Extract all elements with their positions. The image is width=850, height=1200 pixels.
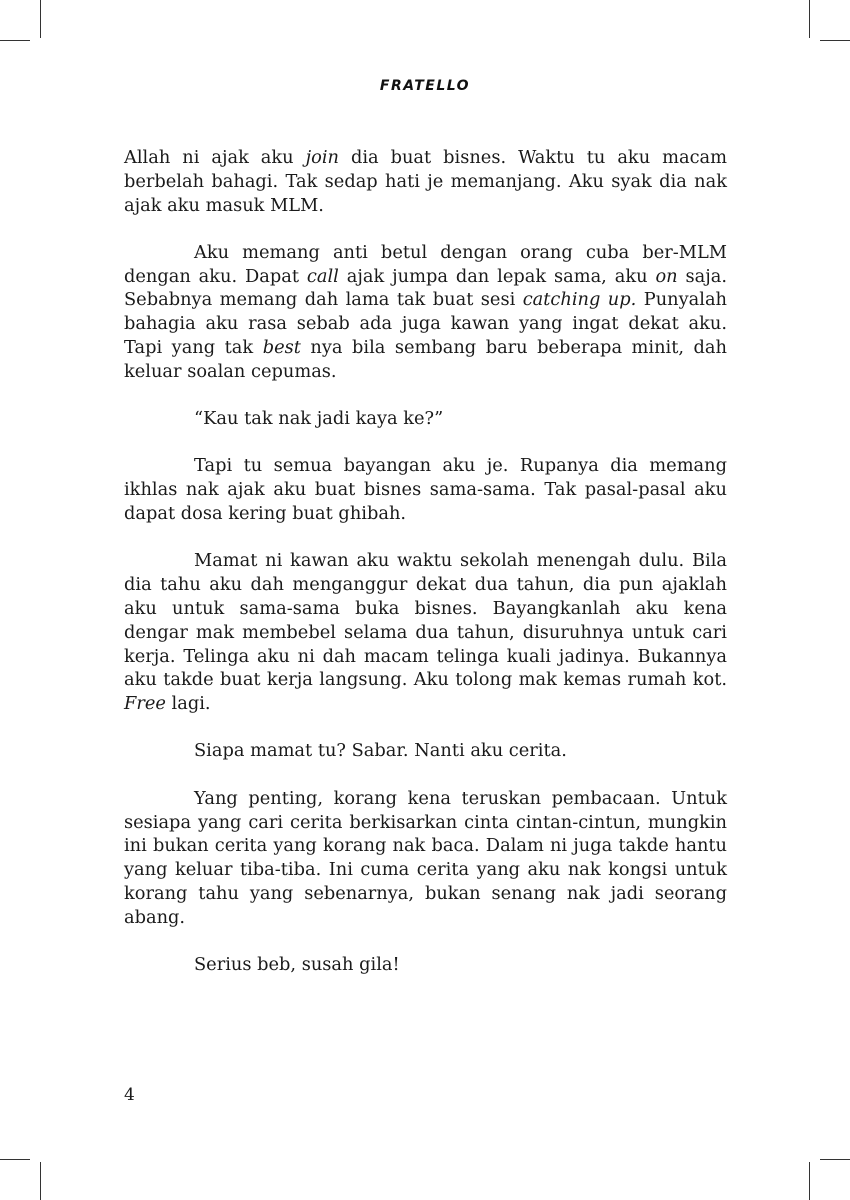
running-head: FRATELLO — [379, 78, 471, 94]
paragraph — [124, 241, 727, 384]
paragraph — [124, 146, 727, 217]
text-run: Siapa mamat tu? Sabar. Nanti aku cerita. — [194, 740, 567, 762]
text-run: “Kau tak nak jadi kaya ke?” — [194, 408, 444, 430]
paragraph — [124, 407, 727, 431]
crop-mark-bottom-left-horizontal — [0, 1159, 30, 1160]
italic-text: Free — [124, 693, 166, 715]
text-run: Yang penting, korang kena teruskan pembacaan. Untuk sesiapa yang cari cerita berkisarkan cinta cintan-cintun, mungkin ini bukan cerita yang korang nak baca. Dalam ni juga takde hantu yang keluar tiba-tiba. Ini cuma cerita yang aku nak kongsi untuk korang tahu yang sebenarnya, bukan senang nak jadi seorang abang. — [124, 787, 727, 928]
paragraph — [124, 454, 727, 525]
paragraph — [124, 549, 727, 716]
italic-text: catching up. — [522, 289, 637, 311]
text-run: Serius beb, susah gila! — [194, 954, 400, 976]
text-run: Mamat ni kawan aku waktu sekolah menengah dulu. Bila dia tahu aku dah menganggur dekat dua tahun, dia pun ajaklah aku untuk sama-sama buka bisnes. Bayangkanlah aku kena dengar mak membebel selama dua tahun, disuruhnya untuk cari kerja. Telinga aku ni dah macam telinga kuali jadinya. Bukannya aku takde buat kerja langsung. Aku tolong mak kemas rumah kot. — [124, 550, 727, 691]
crop-mark-top-right-vertical — [809, 0, 810, 38]
crop-mark-bottom-left-vertical — [40, 1162, 41, 1200]
paragraph — [124, 739, 727, 763]
crop-mark-bottom-right-vertical — [809, 1162, 810, 1200]
italic-text: on — [655, 265, 678, 287]
text-run: Tapi tu semua bayangan aku je. Rupanya dia memang ikhlas nak ajak aku buat bisnes sama-sama. Tak pasal-pasal aku dapat dosa kering buat ghibah. — [124, 455, 727, 525]
paragraph — [124, 953, 727, 977]
italic-text: best — [262, 337, 301, 359]
page-number: 4 — [124, 1085, 135, 1105]
text-run: dia buat bisnes. Waktu tu aku macam berbelah bahagi. Tak sedap hati je memanjang. Aku syak dia nak ajak aku masuk MLM. — [124, 147, 727, 216]
italic-text: call — [306, 265, 339, 287]
body-text — [124, 146, 727, 1000]
crop-mark-bottom-right-horizontal — [820, 1159, 850, 1160]
text-run: nya bila sembang baru beberapa minit, dah keluar soalan cepumas. — [124, 337, 727, 382]
text-run: lagi. — [165, 693, 211, 715]
italic-text: join — [305, 147, 339, 168]
crop-mark-top-left-vertical — [40, 0, 41, 38]
text-run: Punyalah bahagia aku rasa sebab ada juga kawan yang ingat dekat aku. Tapi yang tak — [124, 289, 727, 359]
crop-mark-top-left-horizontal — [0, 40, 30, 41]
paragraph — [124, 787, 727, 930]
text-run: Aku memang anti betul dengan orang cuba ber-MLM dengan aku. Dapat — [124, 241, 727, 287]
text-run: saja. Sebabnya memang dah lama tak buat sesi — [124, 265, 727, 311]
text-run: Allah ni ajak aku — [124, 147, 306, 168]
crop-mark-top-right-horizontal — [820, 40, 850, 41]
text-run: ajak jumpa dan lepak sama, aku — [338, 265, 656, 287]
